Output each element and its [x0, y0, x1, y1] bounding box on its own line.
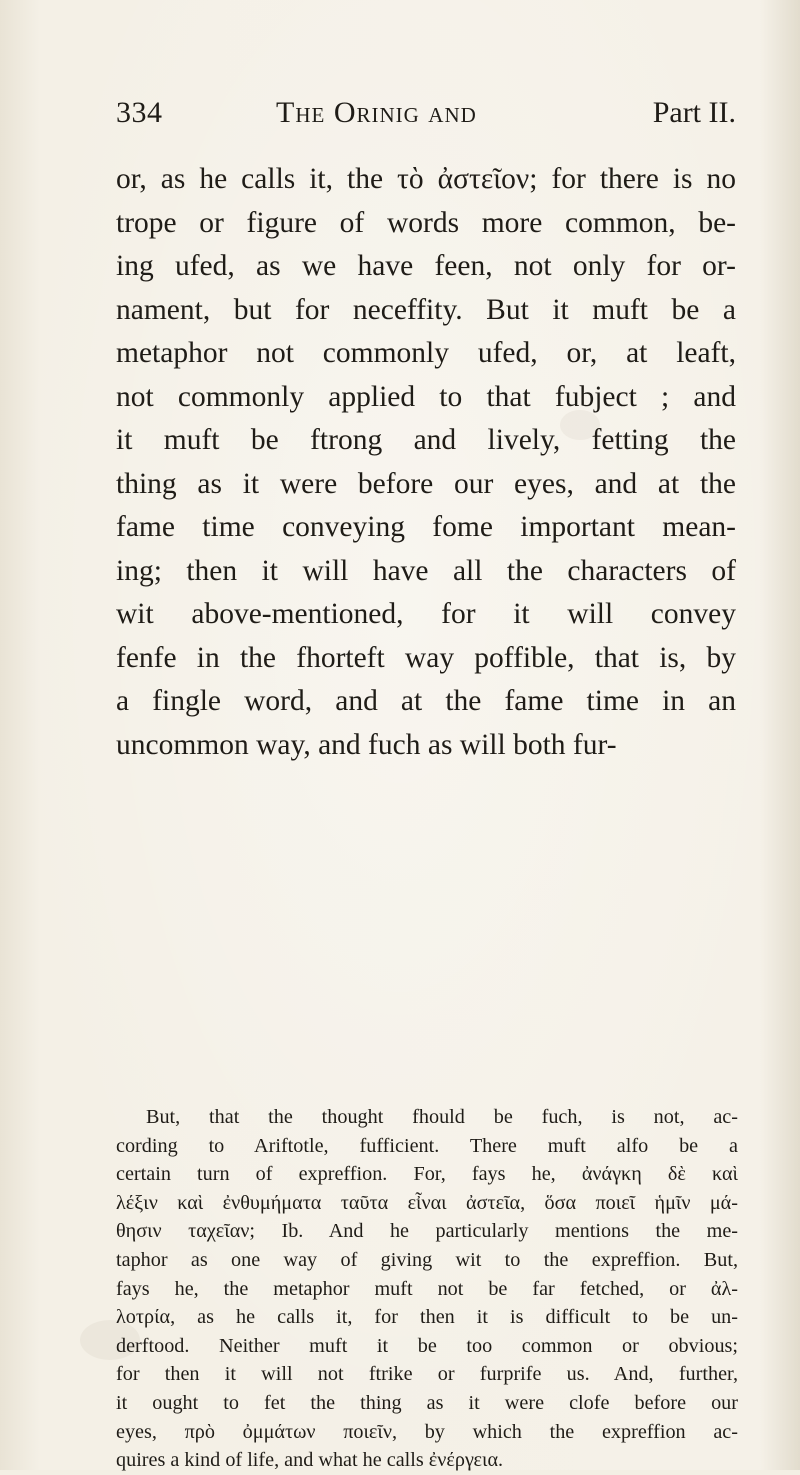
text-line: or, as he calls it, the τὸ ἀστεῖον; for there is no: [116, 163, 736, 195]
footnote: [116, 1103, 738, 1475]
footnote-line: for then it will not ftrike or furprife us. And, further,: [116, 1363, 738, 1386]
running-header: [116, 96, 736, 136]
text-line: nament, but for neceffity. But it muft be a: [116, 293, 736, 326]
footnote-line: eyes, πρὸ ὀμμάτων ποιεῖν, by which the expreffion ac-: [116, 1420, 738, 1443]
footnote-line: λοτρία, as he calls it, for then it is difficult to be un-: [116, 1306, 738, 1329]
footnote-line: cording to Ariftotle, fufficient. There muft alfo be a: [116, 1134, 738, 1157]
text-line: fenfe in the fhorteft way poffible, that is, by: [116, 641, 736, 674]
text-line: trope or figure of words more common, be-: [116, 206, 736, 239]
part-label: Part II.: [652, 96, 736, 129]
footnote-line: fays he, the metaphor muft not be far fetched, or ἀλ-: [116, 1277, 738, 1300]
text-line: a fingle word, and at the fame time in an: [116, 685, 736, 717]
text-line: wit above-mentioned, for it will convey: [116, 598, 736, 630]
running-title: The Orinig and: [276, 96, 477, 129]
text-line: ing; then it will have all the characters of: [116, 554, 736, 587]
page-number: 334: [116, 96, 163, 129]
footnote-line: quires a kind of life, and what he calls ἐνέργεια.: [116, 1449, 504, 1472]
text-line: not commonly applied to that fubject ; and: [116, 380, 736, 413]
main-text: [116, 158, 736, 767]
footnote-line: But, that the thought fhould be fuch, is not, ac-: [146, 1106, 738, 1128]
text-line: metaphor not commonly ufed, or, at leaft,: [116, 337, 736, 369]
text-line: thing as it were before our eyes, and at the: [116, 467, 736, 500]
footnote-line: derftood. Neither muft it be too common or obvious;: [116, 1334, 738, 1357]
text-line: ing ufed, as we have feen, not only for or-: [116, 250, 736, 282]
footnote-line: it ought to fet the thing as it were clofe before our: [116, 1391, 738, 1414]
text-line: it muft be ftrong and lively, fetting the: [116, 424, 736, 456]
footnote-line: certain turn of expreffion. For, fays he, ἀνάγκη δὲ καὶ: [116, 1163, 738, 1186]
text-line: uncommon way, and fuch as will both fur-: [116, 728, 617, 761]
footnote-line: λέξιν καὶ ἐνθυμήματα ταῦτα εἶναι ἀστεῖα, ὅσα ποιεῖ ἡμῖν μά-: [116, 1191, 738, 1214]
footnote-line: θησιν ταχεῖαν; Ib. And he particularly mentions the me-: [116, 1220, 738, 1243]
text-line: fame time conveying fome important mean-: [116, 511, 736, 543]
footnote-line: taphor as one way of giving wit to the expreffion. But,: [116, 1248, 738, 1271]
